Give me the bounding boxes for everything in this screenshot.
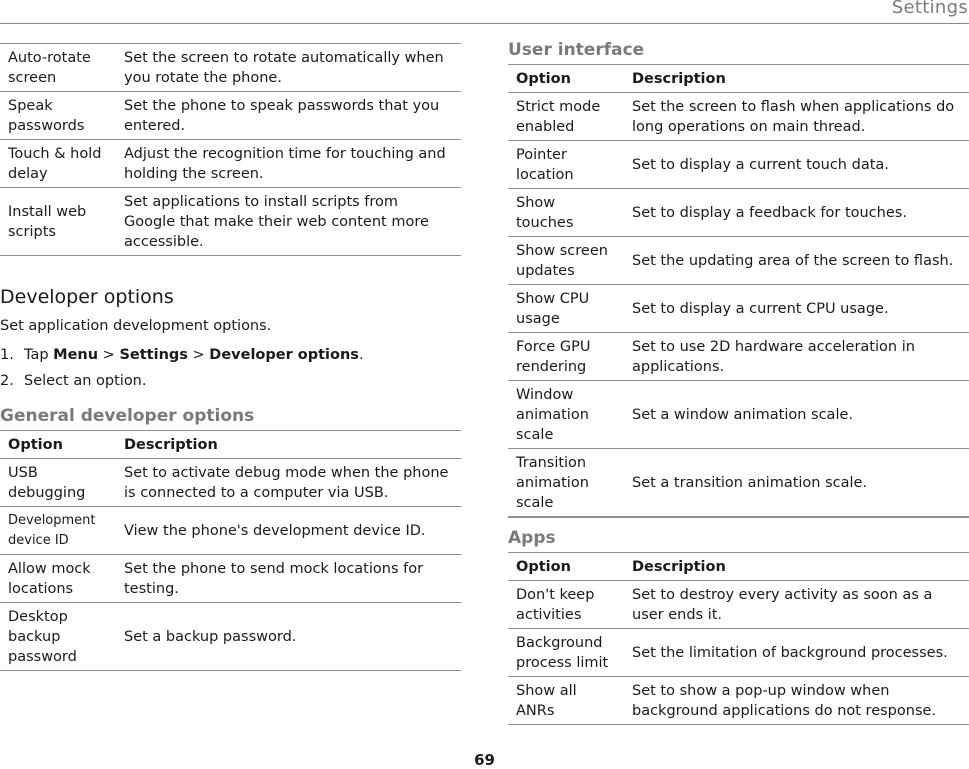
description-cell: Set a backup password.: [124, 628, 297, 645]
settings-label: Settings: [119, 347, 188, 363]
table-row: [0, 555, 461, 603]
option-cell: Show screen updates: [516, 242, 608, 279]
option-cell: Touch & hold delay: [8, 145, 102, 182]
description-cell: Set to activate debug mode when the phone is connected to a computer via USB.: [124, 464, 449, 501]
developer-options-heading: Developer options: [0, 286, 174, 308]
table-row: [0, 603, 461, 671]
option-cell: Background process limit: [516, 634, 609, 671]
step-number: 2.: [0, 373, 14, 389]
table-header-row: [508, 65, 969, 93]
table-row: [0, 507, 461, 555]
description-cell: Set to display a current CPU usage.: [632, 300, 889, 317]
accessibility-options-table: [0, 43, 461, 256]
description-cell: Set to destroy every activity as soon as a user ends it.: [632, 586, 933, 623]
option-cell: Transition animation scale: [516, 454, 589, 511]
general-options-table: [0, 430, 461, 671]
option-cell: Allow mock locations: [8, 560, 91, 597]
step-separator: >: [98, 347, 120, 363]
step-number: 1.: [0, 347, 14, 363]
user-interface-table: [508, 64, 969, 518]
table-row: [508, 333, 969, 381]
description-column-header: Description: [116, 431, 461, 459]
option-cell: Force GPU rendering: [516, 338, 591, 375]
description-cell: Set a window animation scale.: [632, 406, 854, 423]
table-header-row: [508, 553, 969, 581]
apps-section-title: Apps: [508, 528, 556, 548]
option-column-header: Option: [508, 553, 624, 581]
table-row: [508, 581, 969, 629]
description-cell: Set the phone to speak passwords that you entered.: [124, 97, 440, 134]
general-section-title: General developer options: [0, 406, 255, 426]
page-number: 69: [474, 751, 495, 769]
apps-table: [508, 552, 969, 725]
description-cell: Set a transition animation scale.: [632, 474, 868, 491]
option-cell: Show CPU usage: [516, 290, 590, 327]
table-row: [508, 141, 969, 189]
left-column: [0, 43, 461, 671]
table-row: [508, 93, 969, 141]
option-cell: Desktop backup password: [8, 608, 77, 665]
table-row: [508, 237, 969, 285]
description-cell: Set to use 2D hardware acceleration in applications.: [632, 338, 915, 375]
table-row: [0, 92, 461, 140]
table-row: [508, 449, 969, 518]
option-cell: Window animation scale: [516, 386, 589, 443]
table-row: [508, 629, 969, 677]
description-column-header: Description: [624, 65, 969, 93]
description-cell: Set the limitation of background processes.: [632, 644, 948, 661]
description-cell: Set the screen to flash when applications do long operations on main thread.: [632, 98, 955, 135]
table-row: [0, 459, 461, 507]
table-row: [0, 188, 461, 256]
option-cell: Install web scripts: [8, 203, 87, 240]
right-column: [508, 38, 969, 725]
description-cell: Adjust the recognition time for touching and holding the screen.: [124, 145, 446, 182]
step-item: [0, 368, 461, 394]
steps-list: [0, 342, 461, 394]
description-cell: Set the phone to send mock locations for testing.: [124, 560, 424, 597]
option-cell: Show all ANRs: [516, 682, 577, 719]
table-row: [508, 381, 969, 449]
user-interface-section-title: User interface: [508, 40, 645, 60]
option-column-header: Option: [0, 431, 116, 459]
table-row: [508, 285, 969, 333]
step-separator: >: [187, 347, 210, 363]
developer-options-intro: Set application development options.: [0, 318, 272, 334]
option-cell: Auto-rotate screen: [8, 49, 91, 86]
option-cell: Strict mode enabled: [516, 98, 601, 135]
step-suffix: .: [358, 347, 364, 363]
menu-label: Menu: [53, 347, 99, 363]
step-text: Tap: [24, 347, 54, 363]
option-cell: Development device ID: [8, 512, 96, 548]
table-row: [508, 189, 969, 237]
step-text: Select an option.: [24, 373, 147, 389]
developer-options-label: Developer options: [209, 347, 359, 363]
page-header-title: Settings: [891, 0, 968, 18]
description-cell: Set the screen to rotate automatically when you rotate the phone.: [124, 49, 444, 86]
description-cell: Set applications to install scripts from Google that make their web content more accessible.: [124, 193, 429, 250]
option-cell: Show touches: [516, 194, 574, 231]
table-row: [508, 677, 969, 725]
option-column-header: Option: [508, 65, 624, 93]
table-row: [0, 140, 461, 188]
header-divider: [0, 23, 969, 24]
description-cell: Set to show a pop-up window when background applications do not response.: [632, 682, 937, 719]
step-item: [0, 342, 461, 368]
table-header-row: [0, 431, 461, 459]
option-cell: Don't keep activities: [516, 586, 595, 623]
table-row: [0, 44, 461, 92]
description-cell: Set to display a current touch data.: [632, 156, 889, 173]
option-cell: Pointer location: [516, 146, 574, 183]
description-cell: Set the updating area of the screen to flash.: [632, 252, 954, 269]
description-cell: Set to display a feedback for touches.: [632, 204, 907, 221]
option-cell: USB debugging: [8, 464, 86, 501]
option-cell: Speak passwords: [8, 97, 85, 134]
description-column-header: Description: [624, 553, 969, 581]
description-cell: View the phone's development device ID.: [124, 522, 426, 539]
